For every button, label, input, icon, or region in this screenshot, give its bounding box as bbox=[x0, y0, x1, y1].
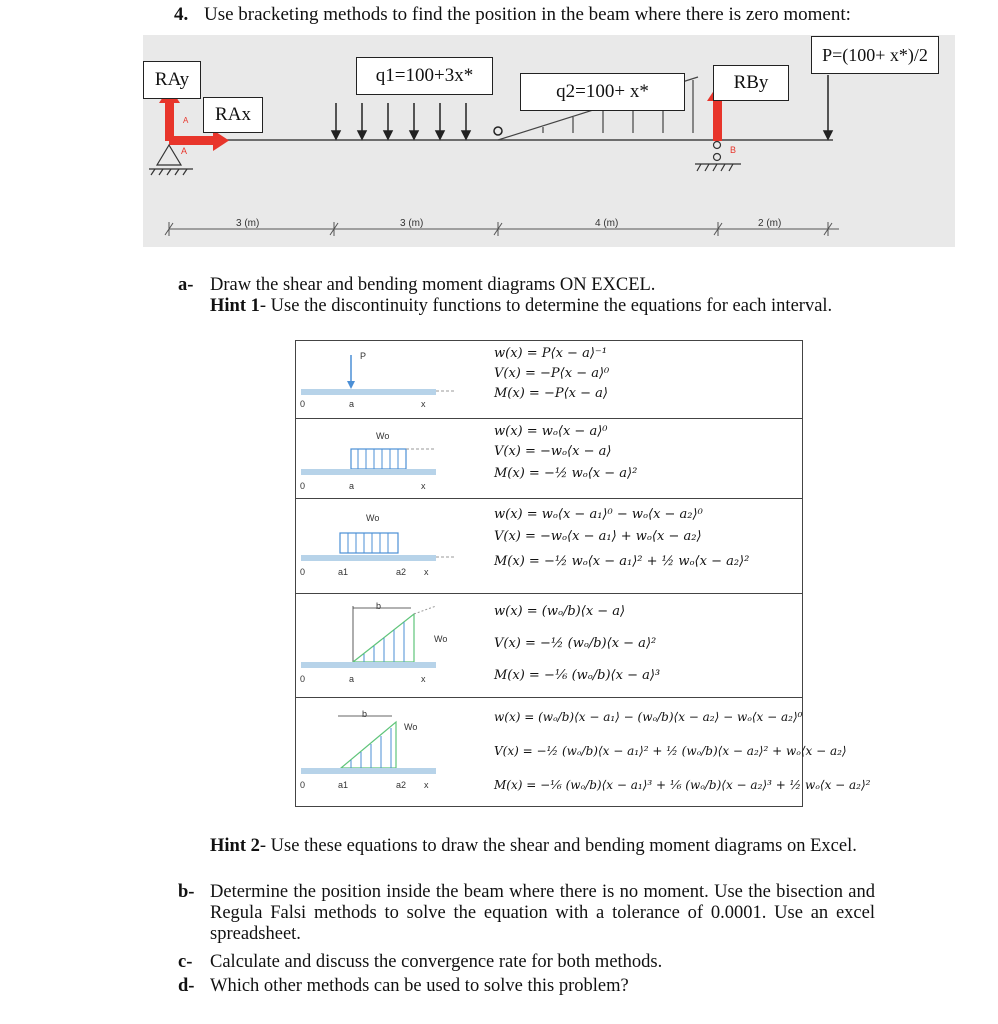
part-c-text: Calculate and discuss the convergence rate for both methods. bbox=[210, 952, 663, 972]
row5-x-label: x bbox=[424, 780, 429, 790]
span-label-3: 4 (m) bbox=[595, 218, 619, 229]
beam-figure bbox=[143, 35, 955, 247]
row2-eq-M: M(x) = −½ wₒ⟨x − a⟩² bbox=[494, 466, 638, 481]
row1-eq-M: M(x) = −P⟨x − a⟩ bbox=[494, 386, 608, 401]
hint2-label: Hint 2 bbox=[210, 836, 260, 856]
RBy-label: RBy bbox=[713, 65, 789, 101]
q1-label: q1=100+3x* bbox=[356, 57, 493, 95]
hint1-label: Hint 1 bbox=[210, 296, 260, 316]
span-label-2: 3 (m) bbox=[400, 218, 424, 229]
row1-a-label: a bbox=[349, 399, 355, 409]
row4-b-label: b bbox=[376, 601, 382, 611]
question-text: Use bracketing methods to find the position in the beam where there is zero moment: bbox=[204, 4, 851, 25]
row2-x-label: x bbox=[421, 481, 426, 491]
row2-eq-w: w(x) = wₒ⟨x − a⟩⁰ bbox=[494, 424, 608, 439]
part-a-letter: a- bbox=[178, 275, 194, 295]
point-load-P bbox=[821, 73, 832, 139]
row2-zero-label: 0 bbox=[300, 481, 306, 491]
row4-zero-label: 0 bbox=[300, 674, 306, 684]
point-A-label-top: A bbox=[183, 116, 189, 125]
row4-eq-V: V(x) = −½ (wₒ/b)⟨x − a⟩² bbox=[494, 636, 657, 651]
table-row-triangular-segment bbox=[295, 697, 871, 807]
table-row-uniform-segment bbox=[295, 498, 803, 594]
row2-a-label: a bbox=[349, 481, 355, 491]
row4-eq-w: w(x) = (wₒ/b)⟨x − a⟩ bbox=[494, 604, 626, 619]
point-A-label: A bbox=[181, 146, 188, 156]
hint1 bbox=[210, 296, 832, 317]
row5-b-label: b bbox=[362, 709, 368, 719]
table-row-point-load bbox=[295, 340, 803, 420]
row3-eq-V: V(x) = −wₒ⟨x − a₁⟩ + wₒ⟨x − a₂⟩ bbox=[494, 529, 702, 544]
RAx-label: RAx bbox=[203, 97, 263, 133]
point-B-label: B bbox=[730, 145, 737, 155]
row1-load-label: P bbox=[360, 351, 367, 361]
row1-x-label: x bbox=[421, 399, 426, 409]
row5-eq-M: M(x) = −⅙ (wₒ/b)⟨x − a₁⟩³ + ⅙ (wₒ/b)⟨x − a₂⟩³ + ½ wₒ⟨x − a₂⟩² bbox=[494, 778, 871, 792]
row3-a1-label: a1 bbox=[338, 567, 349, 577]
row2-load-label: Wo bbox=[376, 431, 390, 441]
row5-load-label: Wo bbox=[404, 722, 418, 732]
point-load-label: P=(100+ x*)/2 bbox=[811, 36, 939, 74]
part-a-text: Draw the shear and bending moment diagrams ON EXCEL. bbox=[210, 275, 656, 295]
row5-zero-label: 0 bbox=[300, 780, 306, 790]
row4-load-label: Wo bbox=[434, 634, 448, 644]
part-b-text: Determine the position inside the beam where there is no moment. Use the bisection and Regula Falsi methods to solve the equation with a tolerance of 0.0001. Use an excel spreadsheet. bbox=[210, 882, 875, 944]
row3-eq-M: M(x) = −½ wₒ⟨x − a₁⟩² + ½ wₒ⟨x − a₂⟩² bbox=[494, 554, 750, 569]
row1-eq-V: V(x) = −P⟨x − a⟩⁰ bbox=[494, 366, 610, 381]
q1-load-arrows bbox=[332, 103, 470, 139]
part-d-letter: d- bbox=[178, 976, 195, 996]
row4-x-label: x bbox=[421, 674, 426, 684]
row5-eq-w: w(x) = (wₒ/b)⟨x − a₁⟩ − (wₒ/b)⟨x − a₂⟩ − wₒ⟨x − a₂⟩⁰ bbox=[494, 710, 803, 724]
part-d-text: Which other methods can be used to solve this problem? bbox=[210, 976, 629, 996]
row5-a1-label: a1 bbox=[338, 780, 349, 790]
row3-zero-label: 0 bbox=[300, 567, 306, 577]
part-b-letter: b- bbox=[178, 882, 195, 902]
row3-eq-w: w(x) = wₒ⟨x − a₁⟩⁰ − wₒ⟨x − a₂⟩⁰ bbox=[494, 507, 703, 522]
span-label-4: 2 (m) bbox=[758, 218, 782, 229]
dimension-line bbox=[165, 222, 839, 236]
row3-a2-label: a2 bbox=[396, 567, 407, 577]
row2-eq-V: V(x) = −wₒ⟨x − a⟩ bbox=[494, 444, 612, 459]
row5-eq-V: V(x) = −½ (wₒ/b)⟨x − a₁⟩² + ½ (wₒ/b)⟨x − a₂⟩² + wₒ⟨x − a₂⟩ bbox=[494, 744, 847, 758]
span-label-1: 3 (m) bbox=[236, 218, 260, 229]
row1-zero-label: 0 bbox=[300, 399, 306, 409]
part-c-letter: c- bbox=[178, 952, 193, 972]
reaction-RAx-arrow bbox=[169, 130, 229, 151]
table-row-uniform-load bbox=[295, 418, 803, 500]
hint2-text: - Use these equations to draw the shear and bending moment diagrams on Excel. bbox=[259, 836, 857, 856]
RAy-label: RAy bbox=[143, 61, 201, 99]
row3-x-label: x bbox=[424, 567, 429, 577]
q2-label: q2=100+ x* bbox=[520, 73, 685, 111]
question-number: 4. bbox=[174, 4, 189, 25]
row3-load-label: Wo bbox=[366, 513, 380, 523]
row4-a-label: a bbox=[349, 674, 355, 684]
row5-a2-label: a2 bbox=[396, 780, 407, 790]
hint1-text: - Use the discontinuity functions to determine the equations for each interval. bbox=[259, 296, 833, 316]
table-row-triangular-load bbox=[295, 593, 803, 698]
row4-eq-M: M(x) = −⅙ (wₒ/b)⟨x − a⟩³ bbox=[494, 668, 661, 683]
hint2 bbox=[210, 836, 870, 857]
row1-eq-w: w(x) = P⟨x − a⟩⁻¹ bbox=[494, 346, 607, 361]
